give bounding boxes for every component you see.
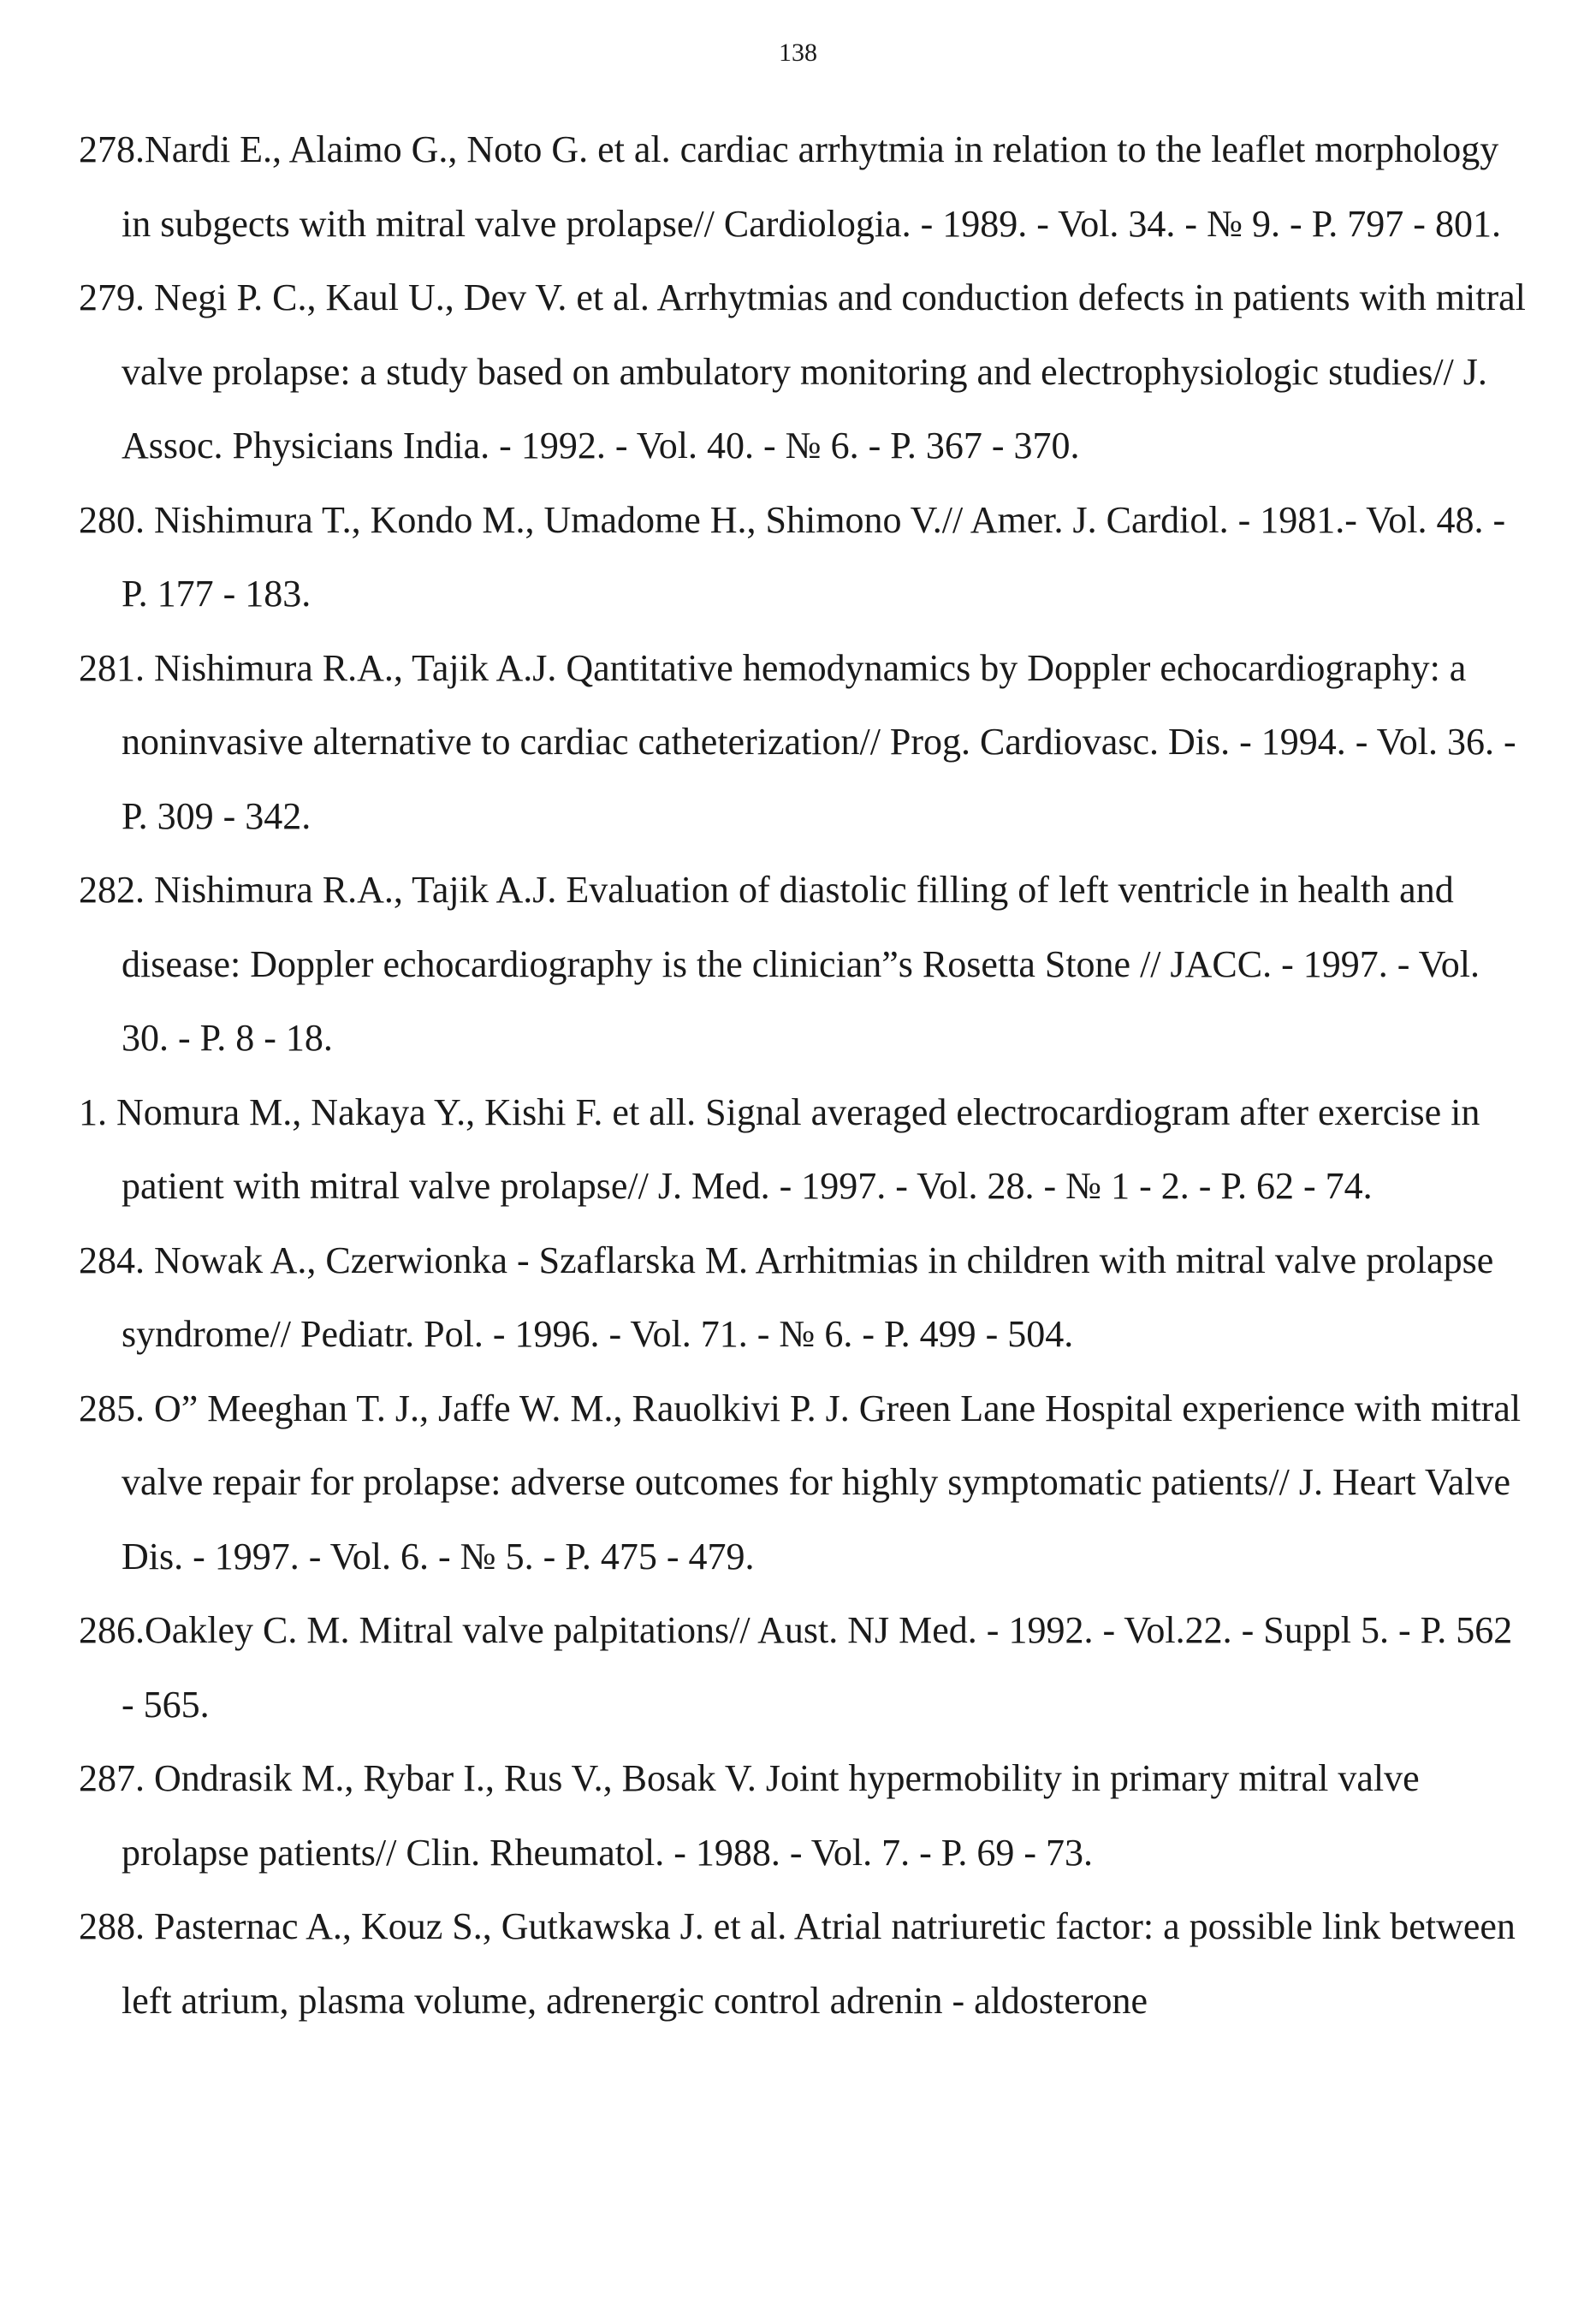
- reference-number: 1.: [79, 1090, 116, 1133]
- reference-number: 285.: [79, 1387, 154, 1429]
- reference-text: Nardi E., Alaimo G., Noto G. et al. cardiac arrhytmia in relation to the leaflet morphology in subgects with mitral valve prolapse// Cardiologia. - 1989. - Vol. 34. - № 9. - P. 797 - 801.: [122, 128, 1501, 245]
- reference-text: Nomura M., Nakaya Y., Kishi F. et all. Signal averaged electrocardiogram after exercise in patient with mitral valve prolapse// J. Med. - 1997. - Vol. 28. - № 1 - 2. - P. 62 - 74.: [116, 1090, 1480, 1207]
- reference-item: [79, 853, 1534, 1076]
- reference-item: [79, 1742, 1534, 1890]
- reference-text: Nishimura T., Kondo M., Umadome H., Shimono V.// Amer. J. Cardiol. - 1981.- Vol. 48. - P. 177 - 183.: [122, 498, 1506, 615]
- reference-number: 284.: [79, 1239, 154, 1281]
- reference-item: [79, 1372, 1534, 1595]
- reference-number: 279.: [79, 276, 154, 318]
- reference-item: [79, 484, 1534, 632]
- reference-text: Nishimura R.A., Tajik A.J. Evaluation of diastolic filling of left ventricle in health and disease: Doppler echocardiography is the clinician”s Rosetta Stone // JACC. - 1997. - Vol. 30. - P. 8 - 18.: [122, 869, 1480, 1059]
- reference-text: Nishimura R.A., Tajik A.J. Qantitative hemodynamics by Doppler echocardiography: a noninvasive alternative to cardiac catheterization// Prog. Cardiovasc. Dis. - 1994. - Vol. 36. - P. 309 - 342.: [122, 646, 1516, 837]
- reference-item: [79, 1224, 1534, 1372]
- reference-number: 288.: [79, 1905, 154, 1947]
- reference-text: Nowak A., Czerwionka - Szaflarska M. Arrhitmias in children with mitral valve prolapse syndrome// Pediatr. Pol. - 1996. - Vol. 71. - № 6. - P. 499 - 504.: [122, 1239, 1494, 1355]
- page-number: 138: [779, 39, 817, 67]
- reference-item: [79, 261, 1534, 484]
- reference-text: Ondrasik M., Rybar I., Rus V., Bosak V. Joint hypermobility in primary mitral valve prolapse patients// Clin. Rheumatol. - 1988. - Vol. 7. - P. 69 - 73.: [122, 1757, 1420, 1874]
- reference-item: [79, 1890, 1534, 2038]
- reference-number: 282.: [79, 869, 154, 911]
- reference-text: O” Meeghan T. J., Jaffe W. M., Rauolkivi P. J. Green Lane Hospital experience with mitral valve repair for prolapse: adverse outcomes for highly symptomatic patients// J. Heart Valve Dis. - 1997. - Vol. 6. - № 5. - P. 475 - 479.: [122, 1387, 1522, 1577]
- reference-number: 280.: [79, 498, 154, 541]
- reference-list: [79, 113, 1534, 2038]
- reference-item: [79, 113, 1534, 261]
- reference-text: Oakley C. M. Mitral valve palpitations// Aust. NJ Med. - 1992. - Vol.22. - Suppl 5. - P. 562 - 565.: [122, 1609, 1513, 1726]
- reference-text: Negi P. C., Kaul U., Dev V. et al. Arrhytmias and conduction defects in patients with mitral valve prolapse: a study based on ambulatory monitoring and electrophysiologic studies// J. Assoc. Physicians India. - 1992. - Vol. 40. - № 6. - P. 367 - 370.: [122, 276, 1526, 466]
- reference-number: 287.: [79, 1757, 154, 1799]
- reference-text: Pasternac A., Kouz S., Gutkawska J. et al. Atrial natriuretic factor: a possible link between left atrium, plasma volume, adrenergic control adrenin - aldosterone: [122, 1905, 1516, 2022]
- reference-item: [79, 632, 1534, 854]
- reference-number: 286.: [79, 1609, 145, 1651]
- reference-item: [79, 1594, 1534, 1742]
- reference-item: [79, 1076, 1534, 1224]
- reference-number: 281.: [79, 646, 154, 689]
- reference-number: 278.: [79, 128, 145, 170]
